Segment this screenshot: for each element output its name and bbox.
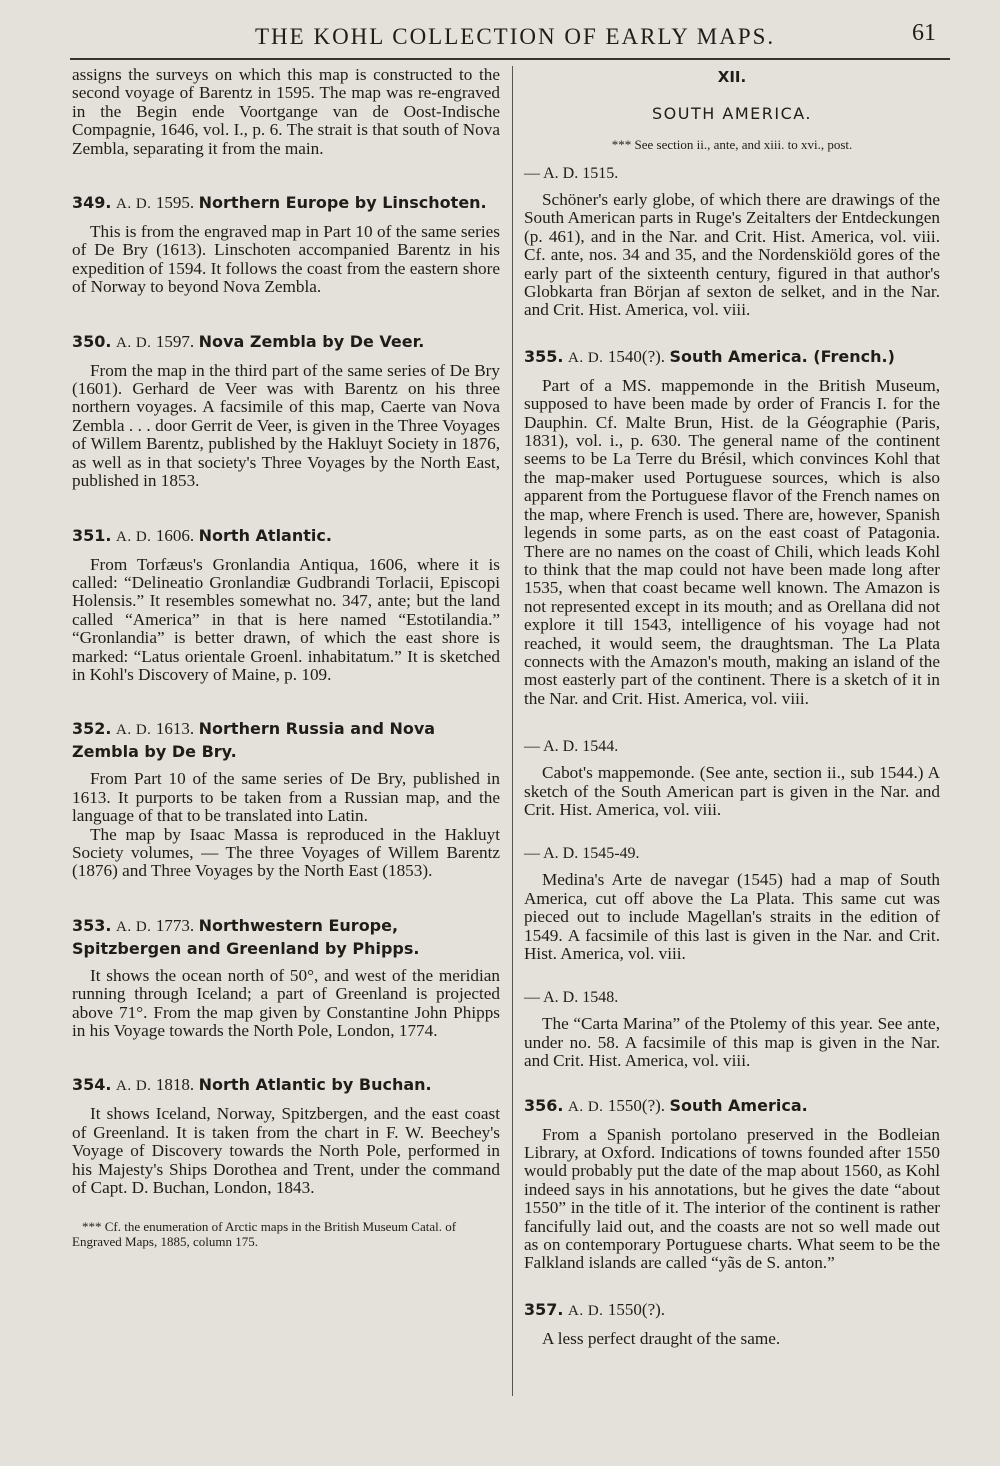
entry-352 (72, 718, 500, 880)
entry-era: A. D. (567, 349, 604, 366)
entry-number: 349. (72, 193, 112, 213)
entry-title: Nova Zembla by De Veer. (198, 331, 425, 351)
entry-heading (72, 525, 500, 548)
entry-year: 1550(?). (607, 1095, 666, 1115)
cross-reference-note: *** See section ii., ante, and xiii. to xvi., post. (611, 137, 853, 152)
entry-era: A. D. (567, 1302, 604, 1319)
entry-number: 357. (524, 1299, 564, 1319)
entry-era: A. D. (115, 334, 152, 351)
column-divider (512, 66, 513, 1396)
running-header (70, 18, 950, 60)
entry-year: 1606. (155, 525, 195, 545)
continued-paragraph: assigns the surveys on which this map is constructed to the second voyage of Barentz in 1595. The map was re-engraved in the Begin ende Voortgange van de Oost-Indische Compagnie, 1646, vol. I., p. 6. The strait is that south of Nova Zembla, separating it from the main. (72, 65, 500, 158)
entry-heading: — A. D. 1545-49. (524, 845, 640, 863)
entry-355 (524, 346, 940, 708)
entry-era: A. D. (115, 722, 152, 739)
entry-paragraph: It shows the ocean north of 50°, and west of the meridian running through Iceland; a part of Greenland is projected above 71°. From the map given by Constantine John Phipps in his Voyage towards the North Pole, London, 1774. (72, 965, 500, 1040)
entry-year: 1818. (155, 1075, 195, 1095)
entry-era: A. D. (115, 196, 152, 213)
entry-number: 350. (72, 331, 112, 351)
entry-paragraph: The map by Isaac Massa is reproduced in the Hakluyt Society volumes, — The three Voyages of Willem Barentz (1876) and Three Voyages by the North East (1853). (72, 824, 500, 881)
entry-paragraph: From Torfæus's Gronlandia Antiqua, 1606, where it is called: “Delineatio Gronlandiæ Gudbrandi Torlacii, Episcopi Holensis.” It resembles somewhat no. 347, ante; but the land called “America” in that is here named “Estotilandia.” “Gronlandia” is better drawn, of which the east shore is marked: “Latus orientale Groenl. inhabitatum.” It is sketched in Kohl's Discovery of Maine, p. 109. (72, 554, 500, 684)
entry-357 (524, 1299, 940, 1348)
entry-paragraph: From the map in the third part of the same series of De Bry (1601). Gerhard de Veer was with Barentz on his three northern voyages. A facsimile of this map, Caerte van Nova Zembla . . . door Gerrit de Veer, is given in the Three Voyages of Willem Barentz, published by the Hakluyt Society in 1876, as well as in that society's Three Voyages by the North East, published in 1853. (72, 360, 500, 491)
entry-1515 (524, 165, 940, 320)
entry-heading (72, 1074, 500, 1097)
entry-heading (72, 331, 500, 354)
entry-354 (72, 1074, 500, 1197)
running-title: THE KOHL COLLECTION OF EARLY MAPS. (255, 24, 776, 49)
footnote: *** Cf. the enumeration of Arctic maps in the British Museum Catal. of Engraved Maps, 1885, column 175. (72, 1219, 457, 1250)
entry-heading (72, 718, 500, 762)
entry-year: 1613. (155, 719, 195, 739)
left-column (72, 66, 500, 1249)
entry-356 (524, 1095, 940, 1273)
entry-title: Northern Russia and Nova Zembla by De Bry. (72, 719, 436, 762)
entry-paragraph: Schöner's early globe, of which there are drawings of the South American parts in Ruge's Zeitalters der Entdeckungen (p. 461), and in the Nar. and Crit. Hist. America, vol. viii. Cf. ante, nos. 34 and 35, and the Nordenskiöld gores of the early part of the sixteenth century, figured in that author's Globkarta fran Början af sexton de selket, and in the Nar. and Crit. Hist. America, vol. viii. (524, 190, 940, 320)
entry-number: 354. (72, 1075, 112, 1095)
entry-heading: — A. D. 1548. (524, 989, 619, 1007)
entry-title: South America. (669, 1095, 808, 1115)
entry-year: 1540(?). (607, 346, 666, 366)
entry-353 (72, 915, 500, 1041)
entry-heading (524, 1095, 940, 1118)
entry-paragraph: From a Spanish portolano preserved in the Bodleian Library, at Oxford. Indications of towns founded after 1550 would probably put the date of the map about 1560, as Kohl indeed says in his annotations, but he gives the date “about 1550” in the title of it. The interior of the continent is rather fancifully laid out, and the coasts are not so well made out as on contemporary Portuguese charts. What seem to be the Falkland islands are called “yãs de S. anton.” (524, 1124, 940, 1273)
entry-title: South America. (French.) (669, 346, 895, 366)
entry-351 (72, 525, 500, 685)
entry-paragraph: Part of a MS. mappemonde in the British Museum, supposed to have been made by order of Francis I. for the Dauphin. Cf. Malte Brun, Hist. de la Géographie (Paris, 1831), vol. i., p. 630. The general name of the continent seems to be La Terre du Brésil, which convinces Kohl that the map-maker used Portuguese sources, which is also apparent from the Portuguese flavor of the French names on the map, where French is used. There are, however, Spanish legends in some parts, as on the east coast of Patagonia. There are no names on the coast of Chili, which leads Kohl to think that the map could not have been made long after 1535, when that coast became well known. The Amazon is not represented except in its mouth; and as Orellana did not explore it till 1543, intelligence of his voyage had not reached, it would seem, the draughtsman. The La Plata connects with the Amazon's mouth, making an island of the most easterly part of the continent. There is a sketch of it in the Nar. and Crit. Hist. America, vol. viii. (524, 375, 940, 708)
entry-1544 (524, 738, 940, 819)
entry-paragraph: It shows Iceland, Norway, Spitzbergen, and the east coast of Greenland. It is taken from the chart in F. W. Beechey's Voyage of Discovery towards the North Pole, performed in his Majesty's Ships Dorothea and Trent, under the command of Capt. D. Buchan, London, 1843. (72, 1104, 500, 1198)
entry-year: 1597. (155, 331, 195, 351)
entry-heading (524, 1299, 940, 1322)
entry-heading (524, 346, 940, 369)
entry-heading: — A. D. 1515. (524, 165, 619, 182)
section-number: XII. (717, 68, 747, 86)
entry-1545-49 (524, 845, 940, 963)
entry-number: 351. (72, 525, 112, 545)
entry-era: A. D. (115, 1078, 152, 1095)
entry-349 (72, 192, 500, 297)
entry-year: 1595. (155, 193, 195, 213)
entry-heading (72, 192, 500, 215)
entry-1548 (524, 989, 940, 1070)
entry-title: Northern Europe by Linschoten. (198, 193, 487, 213)
entry-title: Northwestern Europe, Spitzbergen and Greenland by Phipps. (72, 915, 420, 958)
entry-era: A. D. (567, 1098, 604, 1115)
entry-paragraph: This is from the engraved map in Part 10 of the same series of De Bry (1613). Linschoten accompanied Barentz in his expedition of 1594. It follows the coast from the eastern shore of Norway to beyond Nova Zembla. (72, 222, 500, 297)
entry-year: 1773. (155, 915, 195, 935)
entry-title: North Atlantic. (198, 525, 332, 545)
entry-paragraph: From Part 10 of the same series of De Bry, published in 1613. It purports to be taken from a Russian map, and the language of that to be translated into Latin. (72, 769, 500, 826)
entry-number: 356. (524, 1095, 564, 1115)
entry-era: A. D. (115, 528, 152, 545)
entry-paragraph: Cabot's mappemonde. (See ante, section ii., sub 1544.) A sketch of the South American part is given in the Nar. and Crit. Hist. America, vol. viii. (524, 763, 940, 819)
page-number: 61 (912, 20, 936, 46)
entry-year: 1550(?). (607, 1299, 666, 1319)
entry-paragraph: A less perfect draught of the same. (542, 1328, 781, 1348)
entry-paragraph: Medina's Arte de navegar (1545) had a map of South America, cut off above the La Plata. This same cut was pieced out to include Magellan's straits in the edition of 1549. A facsimile of this last is given in the Nar. and Crit. Hist. America, vol. viii. (524, 870, 940, 963)
entry-heading: — A. D. 1544. (524, 738, 619, 756)
right-column (524, 66, 940, 1348)
entry-number: 353. (72, 915, 112, 935)
entry-number: 355. (524, 346, 564, 366)
section-title: SOUTH AMERICA. (652, 104, 812, 123)
entry-paragraph: The “Carta Marina” of the Ptolemy of this year. See ante, under no. 58. A facsimile of this map is given in the Nar. and Crit. Hist. America, vol. viii. (524, 1014, 940, 1071)
entry-350 (72, 331, 500, 491)
entry-era: A. D. (115, 918, 152, 935)
entry-title: North Atlantic by Buchan. (198, 1075, 432, 1095)
entry-number: 352. (72, 719, 112, 739)
entry-heading (72, 915, 500, 959)
